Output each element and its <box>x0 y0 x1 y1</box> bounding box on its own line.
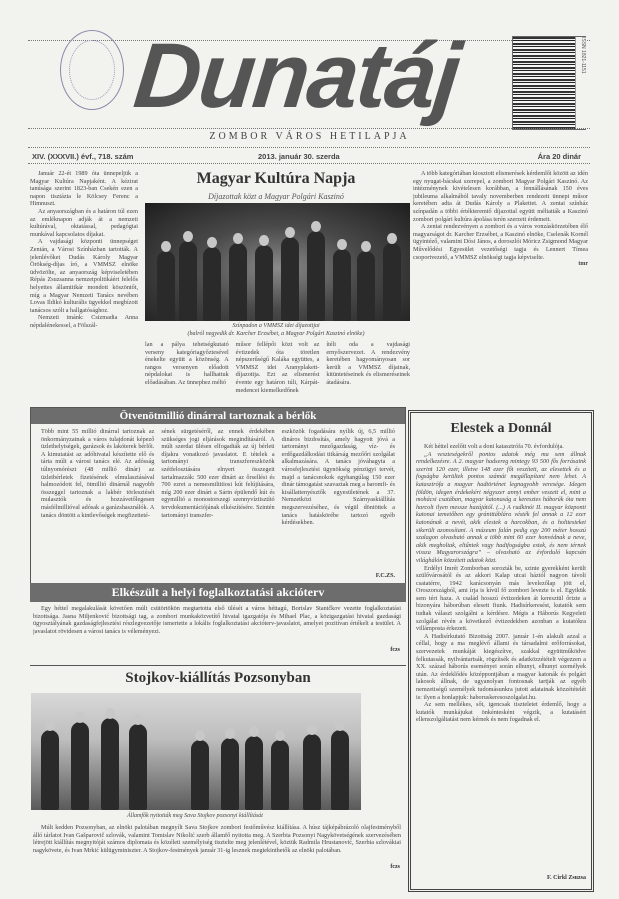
newspaper-logo: Dunatáj <box>129 25 464 127</box>
lead-right-column <box>413 170 588 400</box>
rule <box>28 163 590 164</box>
paragraph: A Hadisírkutató Bizottság 2007. január 1-én alakult azzal a céllal, hogy a ma meglévő állami és társadalmi erőforrásokat, szervezetek munkáját kiegészítve, szakkal együttműködve felkutassák, nyilvántartsák, rögzítsék és adatközzétételt végezzen a XX. század háborús eseményei során elhunyt, elhunyt személyek után. Az érdeklődés középpontjában a magyar katonák és polgári lakosok állnak, de ugyanolyan fontosnak tartják az egyéb nemzetiségű személyek tudomásunkra jutott adatainak közzétételét is: ilyen a honlapjuk: haboruskeresoszolgalat.hu. <box>416 632 586 701</box>
signature: F.C.ZS. <box>375 573 395 579</box>
stojkov-headline: Stojkov-kiállítás Pozsonyban <box>125 670 311 686</box>
barcode <box>512 36 586 130</box>
don-article <box>408 410 594 892</box>
signature: tmr <box>578 261 588 268</box>
stamp-seal <box>60 30 124 110</box>
lead-caption-detail: (balról negyedik dr. Karcher Erzsébet, a Magyar Polgári Kaszinó elnöke) <box>187 331 365 337</box>
signature: fczs <box>390 864 400 870</box>
paragraph: Nemzeti imánk: Csizmadia Anna népdalénekessel, a Fölszál- <box>30 314 138 329</box>
lead-photo <box>145 203 410 321</box>
don-text <box>411 437 591 875</box>
column: eszközök fogadására nyílik új, 6,5 millió dináros bizdosítás, amely hagyott jóvá a tartományi mezőgazdaság, víz- és erdőgazdálkodási titkárság mezőőri szolgálat alkalmazására. A tanács jóváhagyta a városfejlesztési ügynökség pénzügyi tervét, majd a tanácsnokok egyhangúlag 150 ezer dinár támogatást szavaztak meg a baromfi- és kisállattenyésztők egyesületének a 37. Nemzetközi Szárnyaskiállítás megszervezéséhez, és végül döntöttek a tanács hatáskörébe tartozó egyéb kérdésekben. <box>281 428 395 527</box>
column: ítéli oda a vajdasági ernyőszervezet. A rendezvény keretében hagyományosan sor került a VMMSZ díjainak, kitüntetéseinek és elismeréseinek átadására. <box>326 341 410 386</box>
rule <box>28 147 590 148</box>
column: lan a pálya tehetségkutató verseny kategóriagyőztesével énekelte együtt a közönség. A rangos versenyen előadott népdalokat is hallhattuk előadásában. Az ünnephez méltó <box>145 341 229 386</box>
lead-subtitle: Díjazottak közt a Magyar Polgári Kaszinó <box>208 192 344 201</box>
paragraph: Múlt kedden Pozsonyban, az elnöki palotában megnyílt Sava Stojkov zombori festőművész kiállítása. A húsz tájképábrázoló olajfestményből álló tárlatot Ivan Gašparovič szlovák, valamint Tomislav Nikolić szerb államfő nyitotta meg. A Szerbia Pozsonyi Nagykövetségének szervezésében létrejött kiállítás megnyitóját számos diplomata és közéleti személyiség tisztelte meg jelenlétével, köztük Radmila Hrustanović, Szerbia szlovákiai nagykövete, és Ivan Mrkić külügyminiszter. A Stojkov-festmények január 31-ig lesznek megtekinthetők az elnöki palotában. <box>33 824 401 854</box>
don-headline: Elestek a Donnál <box>450 421 552 436</box>
stojkov-text <box>33 824 401 864</box>
paragraph: Az sem mellékes, sőt, igencsak tiszteletet érdemlő, hogy a kutatók munkájukat önkéntesként végzik, a kutatásért ellenszolgáltatást nem kérnek és nem fogadnak el. <box>416 701 586 724</box>
debt-columns <box>31 424 405 580</box>
column: műsor fellépői közt volt az évtizedek óta töretlen népszerűségű Kaláka együttes, a VMMSZ idei Aranyplakett-díjazottja. Ezt az elismerést évente egy határon túli, Kárpát-medencei kiemelkedőnek <box>235 341 320 394</box>
stojkov-caption: Államfők nyitották meg Sava Stojkov pozsonyi kiállítását <box>127 813 263 819</box>
debt-headline: Ötvenötmillió dinárral tartoznak a bérlők <box>31 408 405 424</box>
lead-left-column <box>30 170 138 398</box>
paragraph: Az anyaországban és a határon túl ezen az emléknapon adják át a nemzeti kultúrával, oktatással, pedagógiai munkával kapcsolatos díjakat. <box>30 207 138 238</box>
issue-date: 2013. január 30. szerda <box>258 152 340 161</box>
lead-caption: Színpadon a VMMSZ idei díjazottjai <box>232 323 320 329</box>
paragraph: Egy héttel megalakulását követően múlt csütörtökön megtartotta első ülését a város héttagú, Borislav Staničkov vezette foglalkoztatási bizottsága. Jasna Miljenković bizottsági tag, a zombori munkaközvetítő hivatal igazgatója és Mihael Plac, a közigazgatási hivatal gazdasági ügyosztályának gazdaságfejlesztési részlegvezetője ismertette a lokális foglalkoztatási akcióterv-javaslatot, amelyet pozitívan értékelt a testület. A javaslatot rövidesen a városi tanács is véleményezi. <box>33 605 401 635</box>
stojkov-photo <box>31 693 361 810</box>
paragraph: Január 22-ét 1989 óta ünnepeljük a Magyar Kultúra Napjaként. A kézirat tanúsága szerint 1823-ban Csekén ezen a napon tisztázta le Kölcsey Ferenc a Himnuszt. <box>30 170 138 208</box>
column: sének sürgetéséről, az ennek érdekében szükséges jogi eljárások megindításáról. A múlt szerdai ülésen elfogadták az új bérleti díjakra vonatkozó javaslatot. E tételek a tartományi transzfereszközök szétfelosztására elnyert összegeit tartalmazzák: 500 ezer dinárt az őrsellési és 700 ezret a nemesmiltitiosi kút felújítására, míg 200 ezer dinárt a Sárin épülendő kút és egymillió a monostorszegi szennyvíztisztító tervdokumentációjának elkészítésére. Szintén tartományi transzfer- <box>161 428 275 519</box>
lead-middle-columns <box>145 341 410 399</box>
paragraph: A több kategóriában kiosztott elismerések kérdemlői között az idén egy nyugat-bácskai szerepel, a zombori Magyar Polgári Kaszinó. Az intézménynek kivételesen korábban, a fennállásának 150 éves jubileuma alkalmából tavaly novemberben rendezett ünnepi műsor keretében adta át Dudás Károly a Plakettet. A zentai színház színpadán a többi értékteremtő díjazottal együtt méltatták a Kaszinó zombori polgári kultúra ápolása terén szerzett érdemeit. <box>413 170 588 223</box>
paragraph: A zentai rendezvényen a zombori és a város vonzáskörzetében élő magyarságot dr. Karcher Erzsébet, a Kaszinó elnöke, Cselenák Kornél ügyintéző, valamint Dósi János, a doroszlói Móricz Zsigmond Magyar Művelődési Egyesület vezetőségi tagja és Lennert Tímea csoportvezető, a VMMSZ elnökségi tagja képviselte. <box>413 223 588 261</box>
paragraph: A vajdasági központi ünnepséget Zentán, a Városi Színházban tartották. A jelenlévőket Dudás Károly Magyar Örökség-díjas író, a VMMSZ elnöke üdvözölte, az anyaország képviseletében Répás Zsuzsanna nemzetpolitikáért felelős helyettes államtitkár mondott köszöntőt, míg a Magyar Nemzeti Tanács nevében Lovas Ildikó kulturális ügyekkel megbízott tanácsos szólt a hallgatósághoz. <box>30 238 138 314</box>
price: Ára 20 dinár <box>537 152 581 161</box>
issn: ISSN 1821-1151 <box>575 37 586 129</box>
signature: F. Cirkl Zsuzsa <box>547 875 586 881</box>
tagline: ZOMBOR VÁROS HETILAPJA <box>209 131 410 142</box>
paragraph: Két héttel ezelőtt volt a doni katasztrófa 70. évfordulója. <box>424 443 564 450</box>
jobs-headline: Elkészült a helyi foglalkoztatási akcióterv <box>30 583 406 602</box>
jobs-text <box>33 605 401 653</box>
column: Több mint 55 millió dinárral tartoznak az önkormányzatnak a város tulajdonát képező üzlethelyiségek, garázsok és lakóterek bérlői. A kimutatást az adóhivatal készítette elő és tárta múlt a városi tanács elé. Az adósság túlnyomórészt (48 millió dinár) az üzletbérletek fizetésének elmulasztásával halmozódott fel, ötmillió dinárnál nagyobb összeggel tartoznak a lakbér törlesztését mulasztók és hozzávetőlegesen másfélmillióval adósak a garázshasználók. A tanács döntött a kintlevőségek megfizetteté- <box>41 428 155 519</box>
lead-headline: Magyar Kultúra Napja <box>196 170 356 187</box>
paragraph: Erdélyi Imrét Zomborban sorozták be, szinte gyerekként került szülővárosától és az akkori Kalap utcai háztól nagyon távoli csatatérre, 1942 karácsonyán más levelezőlap jött el, Oroszországból, ami írja is kívül fő zombori levezte is el. Egyikük sem tért haza. A család hosszú évtizedeken át keresztül őrizte a bizonyára háborúban elesett fiunk. Hadisírkeresést, kutatók sem tudtak választ szolgálni a kérdésre. Mégis a Háborús Kegyeleti szolgálat révén a következő évtizedekben azonban a kutatókra villámposta érkezett. <box>416 564 586 633</box>
signature: fczs <box>390 647 400 653</box>
rule <box>28 128 590 129</box>
debt-article <box>30 407 406 584</box>
issue-number: XIV. (XXXVII.) évf., 718. szám <box>32 152 134 161</box>
quote: „A veszteségekről pontos adatok még ma sem állnak rendelkezésre. A 2. magyar hadsereg mintegy 93 500 fős forrásaink szerint 120 ezer, illetve 148 ezer főt veszített, az elesettek és a fogságba kerültek pontos számát megállapítani nem lehet. A katasztrófa a magyar hadtörténet legnagyobb veresége. Idegen földön, idegen érdekekért négyszer annyi ember veszett el, mint a mohácsi csatában, magyar katonaság a keresztes háborúk óta nem harcolt ilyen messze hazájától. (...) A rudkinói II. magyar központi katonai temetőben egy gránittáblára vésték fel annak a 12 ezer katonának a nevét, akik elestek a harcokban, és a holttesteket sikerült azonosítani. A múzeum falán pedig egy 200 méter hosszú szalagon olvasható annak a több mint 60 ezer honvédnak a neve, akik megholtak, eltűntek vagy hadifogságba estek, és nem térnek vissza Magyarországra” – olvasható az évforduló kapcsán világhálón közzétett adatok közt. <box>416 450 586 564</box>
rule <box>30 665 406 666</box>
